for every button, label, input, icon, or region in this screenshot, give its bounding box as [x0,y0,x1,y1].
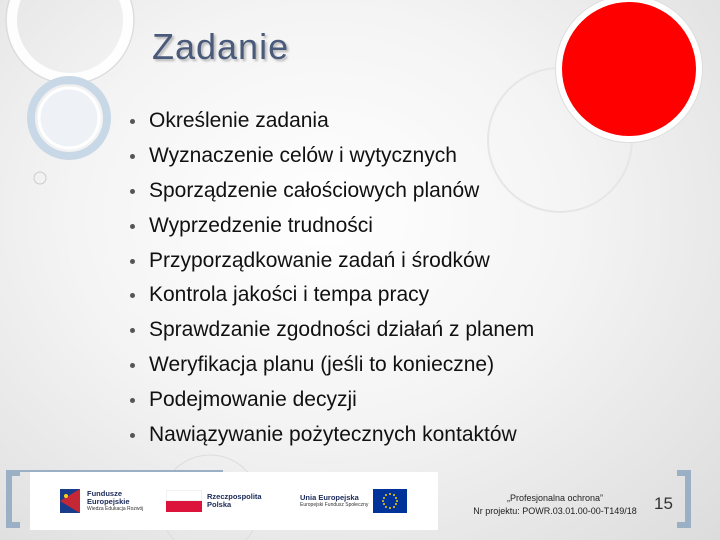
fe-logo: Fundusze Europejskie Wiedza Edukacja Rozwój [58,472,143,530]
slide-title: Zadanie [152,26,290,67]
eu-flag-icon [373,489,407,513]
list-item: Nawiązywanie pożytecznych kontaktów [130,418,534,453]
list-item: Przyporządkowanie zadań i środków [130,244,534,279]
list-item: Weryfikacja planu (jeśli to konieczne) [130,348,534,383]
project-info [440,492,670,518]
bullet-icon [130,259,135,264]
project-number: Nr projektu: POWR.03.01.00-00-T149/18 [473,506,637,516]
left-bracket-decoration [6,470,20,528]
list-item: Podejmowanie decyzji [130,383,534,418]
fe-flag-icon [58,487,82,515]
bullet-icon [130,433,135,438]
list-item: Wyprzedzenie trudności [130,209,534,244]
rp-logo: Rzeczpospolita Polska [166,472,262,530]
funding-logos-bar [30,472,438,530]
bullet-icon [130,224,135,229]
bullet-icon [130,189,135,194]
bullet-icon [130,154,135,159]
eu-logo: Unia Europejska Europejski Fundusz Społeczny [300,472,407,530]
list-item: Wyznaczenie celów i wytycznych [130,139,534,174]
list-item: Kontrola jakości i tempa pracy [130,278,534,313]
bullet-icon [130,328,135,333]
list-item: Sprawdzanie zgodności działań z planem [130,313,534,348]
list-item: Sporządzenie całościowych planów [130,174,534,209]
project-name: „Profesjonalna ochrona” [506,493,604,503]
bullet-icon [130,119,135,124]
bullet-icon [130,363,135,368]
list-item: Określenie zadania [130,104,534,139]
bullet-list [130,104,534,453]
page-number: 15 [654,494,673,513]
polish-flag-icon [166,490,202,512]
bullet-icon [130,293,135,298]
bullet-icon [130,398,135,403]
red-circle-decoration [562,2,696,136]
right-bracket-decoration [677,470,691,528]
